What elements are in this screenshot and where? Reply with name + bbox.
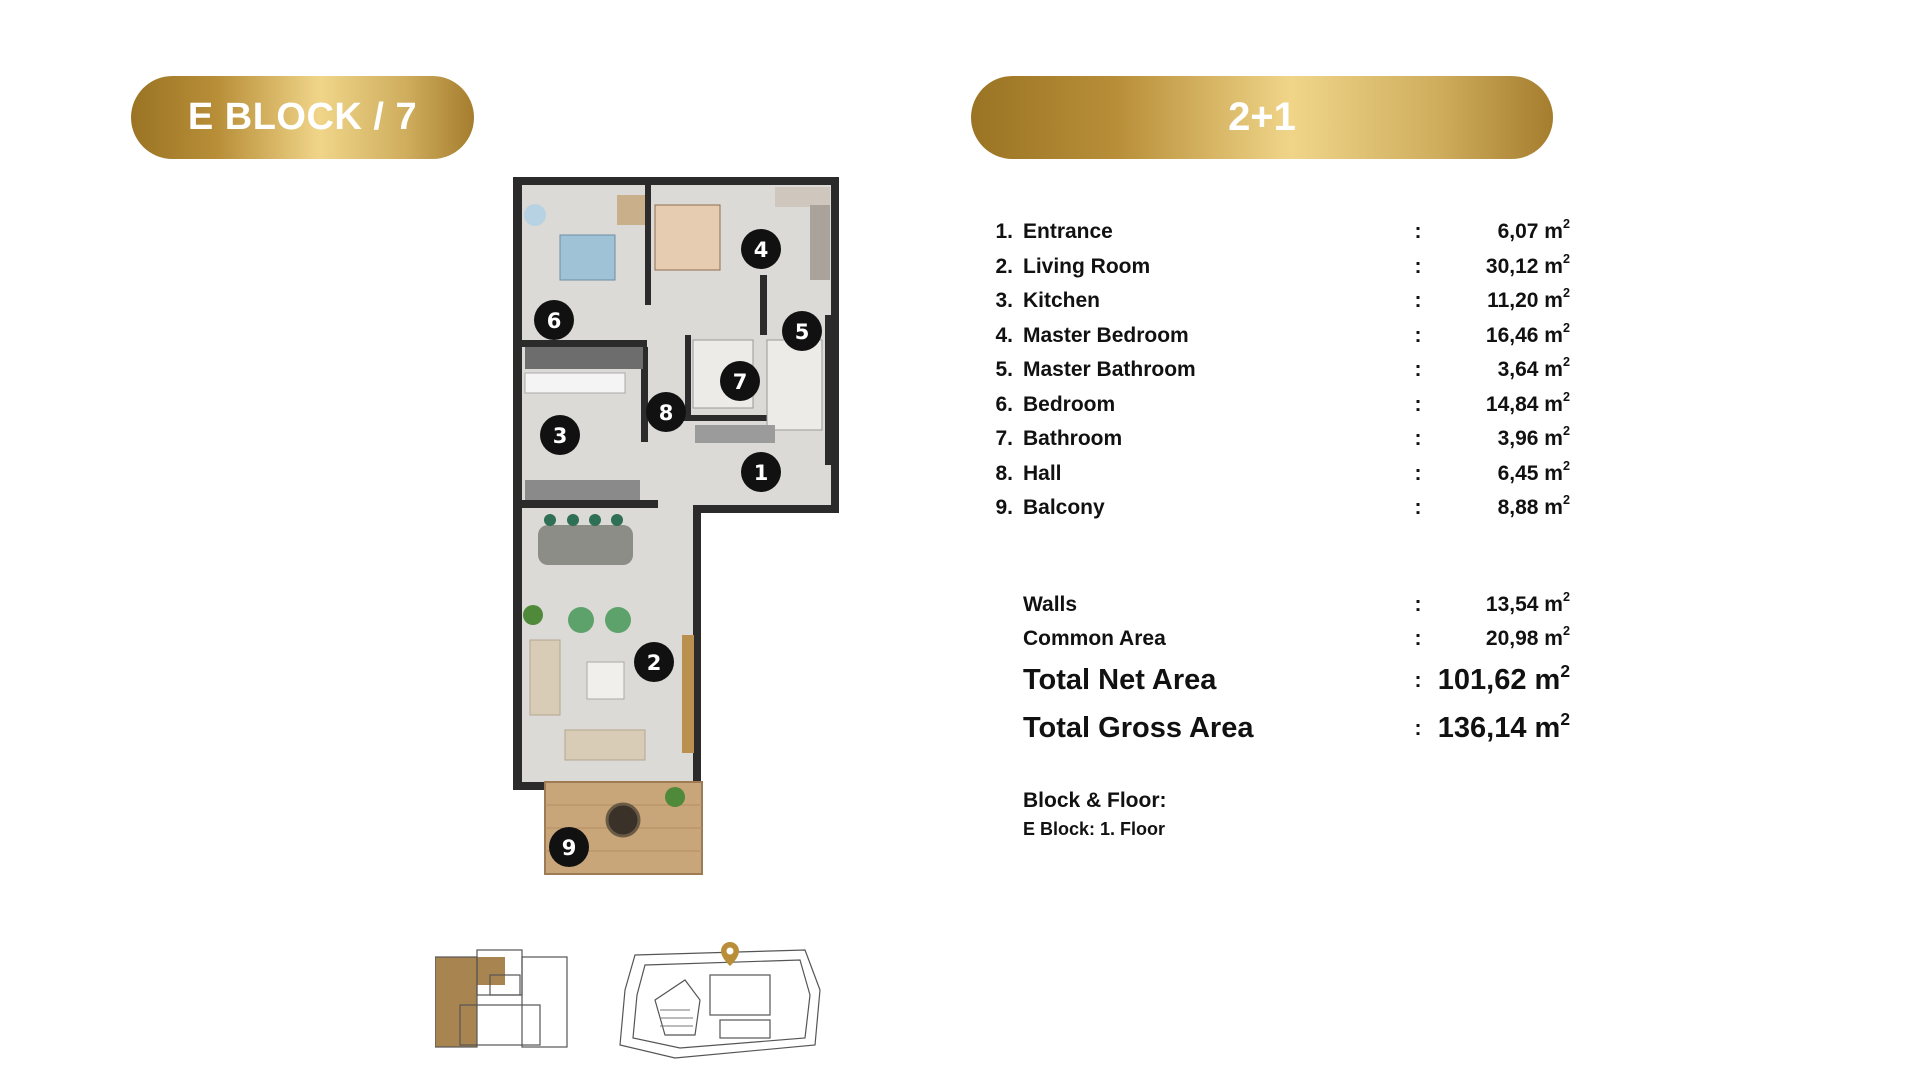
room-row: 1. Entrance : 6,07 $m^2$ <box>995 217 1570 244</box>
svg-text:5: 5 <box>794 320 810 344</box>
room-marker-9 <box>549 827 589 867</box>
floor-plan <box>505 175 850 880</box>
svg-text:4: 4 <box>753 238 769 262</box>
room-row: 4. Master Bedroom : 16,46 $m^2$ <box>995 320 1570 347</box>
block-floor-value: E Block: 1. Floor <box>1023 818 1166 839</box>
balcony-plant <box>665 787 685 807</box>
bed-6 <box>560 235 615 280</box>
room-marker-4 <box>741 229 781 269</box>
dining-table <box>538 525 633 565</box>
bathroom-5 <box>767 340 822 430</box>
common-area-row: Common Area : 20,98 $m^2$ <box>1023 624 1570 651</box>
kitchen-counter <box>525 347 643 369</box>
svg-text:9: 9 <box>561 836 577 860</box>
svg-text:7: 7 <box>732 370 748 394</box>
svg-text:8: 8 <box>658 401 674 425</box>
sofa-bottom <box>565 730 645 760</box>
room-row: 6. Bedroom : 14,84 $m^2$ <box>995 389 1570 416</box>
room-marker-8 <box>646 392 686 432</box>
block-title: E BLOCK / 7 <box>187 96 418 138</box>
total-net-area-row: Total Net Area : 101,62 $m^2$ <box>1023 661 1570 696</box>
block-title-pill <box>131 76 474 159</box>
bed-4 <box>655 205 720 270</box>
floor-key-plan <box>435 945 575 1055</box>
room-marker-2 <box>634 642 674 682</box>
room-marker-3 <box>540 415 580 455</box>
room-marker-7 <box>720 361 760 401</box>
room-row: 5. Master Bathroom : 3,64 $m^2$ <box>995 355 1570 382</box>
svg-text:2: 2 <box>646 651 662 675</box>
room-row: 7. Bathroom : 3,96 $m^2$ <box>995 424 1570 451</box>
coffee-table <box>587 662 624 699</box>
sofa-left <box>530 640 560 715</box>
area-specification-list <box>990 215 1570 840</box>
total-gross-area-row: Total Gross Area : 136,14 $m^2$ <box>1023 709 1570 744</box>
site-key-plan <box>615 940 825 1060</box>
room-row: 3. Kitchen : 11,20 $m^2$ <box>995 286 1570 313</box>
room-marker-5 <box>782 311 822 351</box>
walls-row: Walls : 13,54 $m^2$ <box>1023 589 1570 616</box>
svg-text:3: 3 <box>552 424 568 448</box>
block-floor-title: Block & Floor: <box>1023 788 1167 812</box>
room-marker-6 <box>534 300 574 340</box>
svg-text:6: 6 <box>546 309 562 333</box>
room-row: 2. Living Room : 30,12 $m^2$ <box>995 251 1570 278</box>
room-row: 9. Balcony : 8,88 $m^2$ <box>995 493 1570 520</box>
room-marker-1 <box>741 452 781 492</box>
svg-text:1: 1 <box>753 461 769 485</box>
unit-type-pill <box>971 76 1553 159</box>
balcony-table <box>607 804 639 836</box>
room-row: 8. Hall : 6,45 $m^2$ <box>995 458 1570 485</box>
unit-type: 2+1 <box>1228 95 1296 139</box>
tv-unit <box>682 635 694 753</box>
